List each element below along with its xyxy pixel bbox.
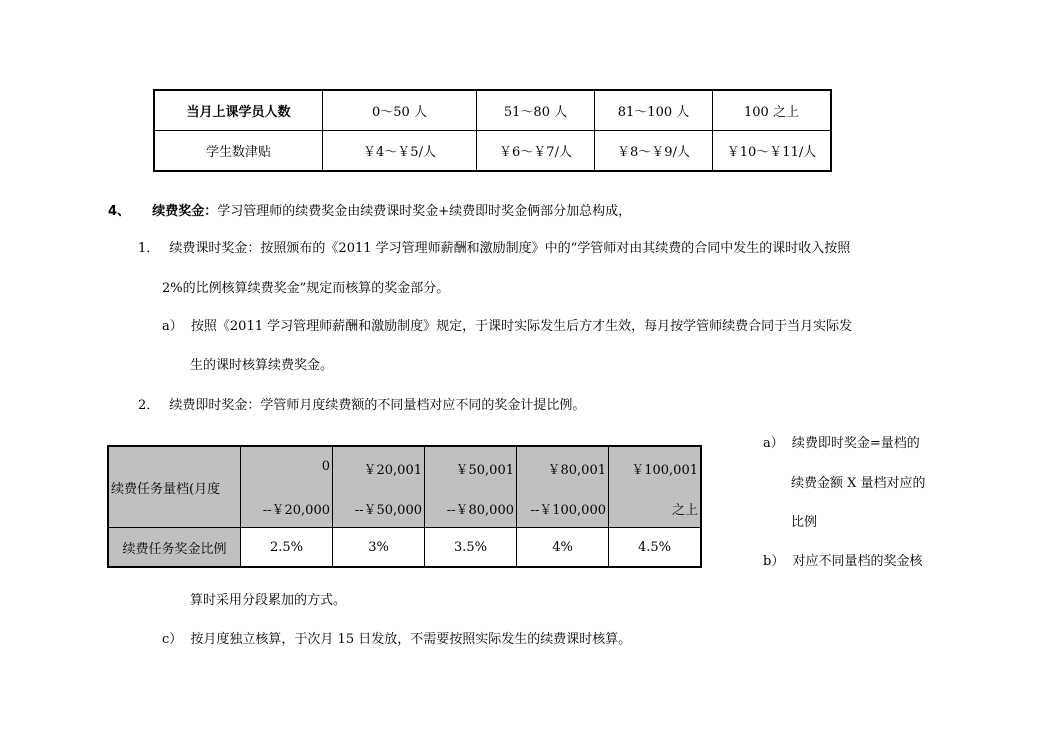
item-label: a）	[763, 436, 784, 451]
table-cell: 3%	[333, 528, 425, 568]
item-text: 续费课时奖金：按照颁布的《2011 学习管理师薪酬和激励制度》中的“学管师对由其续费的合同中发生的课时收入按照	[169, 241, 851, 256]
table-cell	[609, 446, 702, 528]
table-row	[108, 446, 701, 528]
item-1-line-2: 2%的比例核算续费奖金”规定而核算的奖金部分。	[162, 281, 450, 296]
table-cell	[333, 446, 425, 528]
table-cell: ￥8～￥9/人	[595, 131, 713, 172]
table-cell: ￥4～￥5/人	[323, 131, 477, 172]
table-cell: 0～50 人	[323, 90, 477, 131]
table-cell	[517, 446, 609, 528]
table-cell	[108, 446, 241, 528]
item-label: a）	[162, 319, 183, 334]
tier-top: 0	[321, 459, 330, 474]
item-label: c）	[162, 632, 183, 647]
table-cell: 81～100 人	[595, 90, 713, 131]
table-cell: ￥10～￥11/人	[713, 131, 832, 172]
table-cell: 100 之上	[713, 90, 832, 131]
side-note-b-continuation: 算时采用分段累加的方式。	[190, 593, 347, 608]
table-cell: 当月上课学员人数	[154, 90, 323, 131]
item-text: 按月度独立核算，于次月 15 日发放，不需要按照实际发生的续费课时核算。	[190, 632, 632, 647]
section-text: 学习管理师的续费奖金由续费课时奖金+续费即时奖金俩部分加总构成，	[217, 204, 632, 219]
table-row	[108, 528, 701, 568]
tier-top: ￥50,001	[455, 463, 514, 478]
side-note-a-line-1	[763, 435, 920, 453]
item-text: 续费即时奖金=量档的	[791, 436, 920, 451]
section-number: 4、	[108, 204, 131, 219]
table-cell: 4%	[517, 528, 609, 568]
item-text: 对应不同量档的奖金核	[792, 554, 923, 569]
table-row	[154, 90, 831, 131]
item-number: 2．	[138, 398, 160, 413]
item-label: b）	[763, 554, 785, 569]
table-cell: 3.5%	[425, 528, 517, 568]
table-cell: 续费任务奖金比例	[108, 528, 241, 568]
item-1a-line-2: 生的课时核算续费奖金。	[190, 358, 334, 373]
table-cell	[241, 446, 333, 528]
tier-bottom: --￥20,000	[262, 503, 330, 518]
side-note-b-line-1	[763, 553, 922, 571]
table-cell	[425, 446, 517, 528]
item-1-line-1	[138, 240, 850, 258]
header-label: 续费任务量档(月度	[111, 482, 221, 497]
item-2-line	[138, 397, 585, 415]
item-text: 续费即时奖金：学管师月度续费额的不同量档对应不同的奖金计提比例。	[169, 398, 586, 413]
section-4-heading	[108, 203, 631, 221]
tier-top: ￥20,001	[363, 463, 422, 478]
side-note-a-line-2: 续费金额 X 量档对应的	[791, 476, 926, 491]
item-number: 1．	[138, 241, 160, 256]
student-allowance-table	[153, 89, 832, 172]
item-text: 按照《2011 学习管理师薪酬和激励制度》规定，于课时实际发生后方才生效，每月按学管师续费合同于当月实际发	[190, 319, 853, 334]
table-row	[154, 131, 831, 172]
table-cell: 学生数津贴	[154, 131, 323, 172]
item-1a-line-1	[162, 318, 852, 336]
table-cell: ￥6～￥7/人	[477, 131, 595, 172]
table-cell: 51～80 人	[477, 90, 595, 131]
tier-bottom: 之上	[671, 503, 698, 518]
tier-bottom: --￥80,000	[446, 503, 514, 518]
tier-bottom: --￥50,000	[354, 503, 422, 518]
side-note-a-line-3: 比例	[791, 515, 818, 530]
tier-bottom: --￥100,000	[530, 503, 606, 518]
table-cell: 4.5%	[609, 528, 702, 568]
item-2c-line	[162, 631, 631, 649]
tier-top: ￥100,001	[631, 463, 698, 478]
renewal-bonus-table	[107, 445, 702, 568]
table-cell: 2.5%	[241, 528, 333, 568]
tier-top: ￥80,001	[547, 463, 606, 478]
section-title: 续费奖金：	[152, 204, 218, 219]
